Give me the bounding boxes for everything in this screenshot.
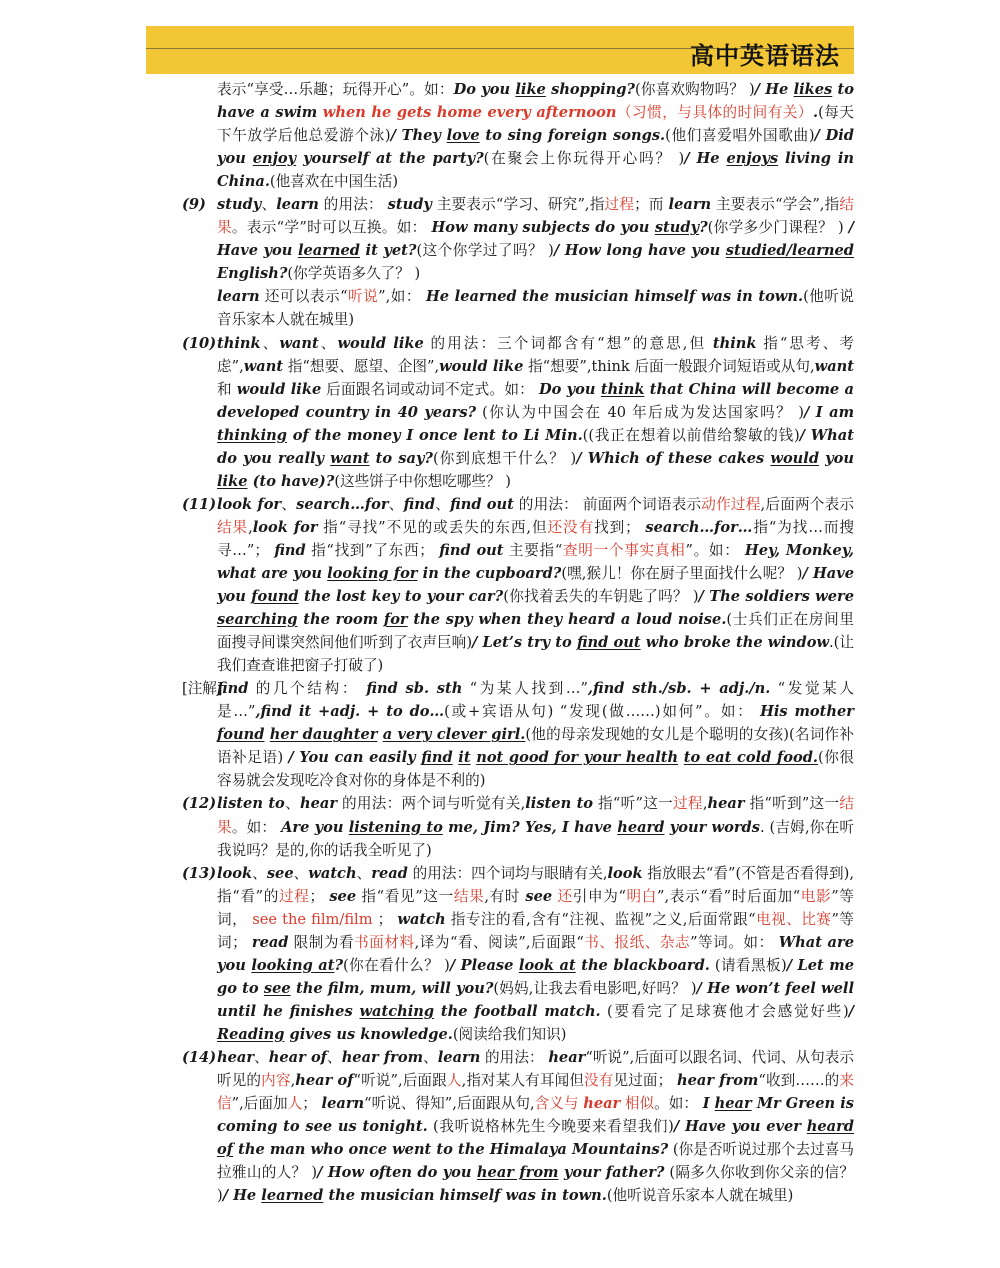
emphasis-text: 动作过程 bbox=[701, 495, 761, 513]
chinese-explanation-text: 。如： bbox=[654, 1095, 703, 1113]
chinese-explanation-text: (在聚会上你玩得开心吗？ ) bbox=[483, 150, 685, 168]
item-number: [注解] bbox=[182, 680, 223, 698]
chinese-explanation-text: 的用法：四个词均与眼睛有关, bbox=[407, 864, 608, 882]
english-example-text: Are you bbox=[281, 818, 349, 836]
english-example-text: What are you bbox=[217, 933, 854, 974]
chinese-explanation-text: 的用法：两个词与听觉有关, bbox=[337, 795, 526, 813]
highlighted-keyword: see bbox=[263, 979, 291, 997]
chinese-explanation-text: ((我正在想着以前借给黎敏的钱) bbox=[582, 426, 800, 444]
item-number: (14) bbox=[182, 1048, 217, 1066]
english-example-text: read bbox=[371, 864, 408, 882]
chinese-explanation-text: 、 bbox=[261, 196, 277, 214]
emphasis-text: 电影 bbox=[800, 887, 832, 905]
english-example-text: gives us knowledge. bbox=[284, 1025, 453, 1043]
chinese-explanation-text: 找到； bbox=[594, 518, 646, 536]
english-example-text: Hey, Monkey, what are you bbox=[217, 541, 854, 582]
english-example-text: / How often do you bbox=[317, 1164, 477, 1182]
chinese-explanation-text: 、 bbox=[254, 1048, 269, 1066]
english-example-text: / How long have you bbox=[553, 242, 726, 260]
emphasis-text: （习惯，与具体的时间有关） bbox=[616, 104, 814, 122]
chinese-explanation-text: (你学英语多久了？ ) bbox=[287, 265, 421, 283]
chinese-explanation-text: 指“看见”这一 bbox=[356, 887, 454, 905]
english-example-text: shopping? bbox=[545, 81, 635, 98]
english-example-text: (to have)? bbox=[247, 472, 335, 490]
item-number: (13) bbox=[182, 864, 217, 882]
english-example-text: / Which of these cakes bbox=[576, 449, 771, 467]
chinese-explanation-text: 和 bbox=[217, 380, 237, 398]
emphasis-text: 还 bbox=[552, 887, 573, 905]
chinese-explanation-text: (嘿,猴儿！你在厨子里面找什么呢？ ) bbox=[561, 564, 803, 582]
chinese-explanation-text: (你找着丢失的车钥匙了吗？ ) bbox=[503, 588, 699, 606]
paragraph-listen-to-hear bbox=[182, 792, 854, 861]
chinese-explanation-text: 限制为看 bbox=[288, 933, 355, 951]
highlighted-keyword: look at bbox=[518, 956, 576, 974]
english-example-text: to have a swim bbox=[217, 81, 854, 122]
chinese-explanation-text: 、 bbox=[260, 334, 280, 352]
english-example-text: search…for bbox=[296, 495, 389, 513]
emphasis-text: 电视、比赛 bbox=[755, 910, 832, 928]
english-example-text: want bbox=[814, 357, 854, 375]
emphasis-text: 过程 bbox=[673, 795, 703, 813]
highlighted-keyword: think bbox=[600, 380, 645, 398]
emphasis-text: 书面材料 bbox=[354, 933, 415, 951]
english-example-text: the football match. bbox=[434, 1002, 601, 1020]
english-example-text: read bbox=[251, 933, 289, 951]
english-example-text: / He won’t feel well until he finishes bbox=[217, 979, 854, 1020]
english-example-text: watch bbox=[308, 864, 357, 882]
english-example-text: search…for… bbox=[645, 518, 753, 536]
paragraph-look-for-search-find bbox=[182, 493, 854, 677]
english-example-text: to say? bbox=[369, 449, 433, 467]
english-example-text: find sb. sth bbox=[366, 680, 463, 698]
chinese-explanation-text: ； bbox=[309, 887, 330, 905]
emphasis-text: 过程 bbox=[604, 196, 635, 214]
chinese-explanation-text: 主要指“ bbox=[503, 541, 563, 559]
chinese-explanation-text: (士兵们正在房间里面搜寻间谍突然间他们听到了衣声巨响) bbox=[217, 611, 854, 652]
chinese-explanation-text: (每天下午放学后他总爱游个泳) bbox=[217, 104, 854, 145]
chinese-explanation-text: 、 bbox=[318, 334, 338, 352]
emphasis-text: 结果 bbox=[453, 887, 485, 905]
chinese-explanation-text: (你喜欢购物吗？ ) bbox=[634, 81, 755, 98]
chinese-explanation-text: “发觉某人是…” bbox=[217, 680, 855, 721]
english-example-text: your father? bbox=[558, 1164, 665, 1182]
chinese-explanation-text: . (吉姆,你在听我说吗？是的,你的话我全听见了) bbox=[217, 818, 854, 859]
chinese-explanation-text: (你很容易就会发现吃冷食对你的身体是不利的) bbox=[217, 749, 854, 790]
highlighted-keyword: enjoy bbox=[252, 150, 297, 168]
english-example-text: . bbox=[813, 104, 819, 122]
english-example-text: you bbox=[819, 449, 855, 467]
english-example-text: look bbox=[217, 864, 253, 882]
emphasis-text: 明白 bbox=[625, 887, 658, 905]
chinese-explanation-text: 指“听”这一 bbox=[593, 795, 674, 813]
chinese-explanation-text: 指“想要”,think 后面一般跟介词短语或从句, bbox=[523, 357, 815, 375]
english-example-text: the blackboard. bbox=[575, 956, 710, 974]
english-example-text: me, Jim? Yes, I have bbox=[442, 818, 618, 836]
english-example-text: look for bbox=[252, 518, 318, 536]
english-example-text: living in China. bbox=[217, 150, 854, 191]
chinese-explanation-text: 、 bbox=[293, 864, 309, 882]
highlighted-keyword: likes bbox=[793, 81, 833, 98]
highlighted-keyword: hear bbox=[714, 1095, 752, 1113]
highlighted-keyword: find bbox=[421, 749, 453, 767]
english-example-text: learn bbox=[276, 196, 319, 214]
chinese-explanation-text: (他们喜爱唱外国歌曲) bbox=[665, 127, 815, 145]
chinese-explanation-text: 指“听到”这一 bbox=[744, 795, 840, 813]
english-example-text: the spy when they heard a loud noise. bbox=[407, 611, 727, 629]
chinese-explanation-text: (你在看什么？ ) bbox=[343, 956, 450, 974]
chinese-explanation-text: ”等词， bbox=[217, 887, 854, 928]
grammar-content bbox=[182, 78, 854, 1207]
chinese-explanation-text: 、 bbox=[252, 864, 267, 882]
english-example-text: hear bbox=[217, 1048, 255, 1066]
english-example-text: would like bbox=[236, 380, 322, 398]
english-example-text: Mr Green is coming to see us tonight. bbox=[217, 1095, 854, 1136]
english-example-text: the film, mum, will you? bbox=[290, 979, 494, 997]
chinese-explanation-text: ,指对某人有耳闻但 bbox=[461, 1072, 585, 1090]
chinese-explanation-text: ”,如： bbox=[378, 288, 427, 306]
english-example-text: hear of bbox=[268, 1048, 327, 1066]
emphasis-text: 人 bbox=[287, 1095, 303, 1113]
english-example-text: find bbox=[274, 541, 306, 559]
english-example-text: learn bbox=[321, 1095, 365, 1113]
chinese-explanation-text: (这些饼子中你想吃哪些？ ) bbox=[334, 472, 511, 490]
english-example-text: in the cupboard? bbox=[417, 564, 562, 582]
english-example-text: learn bbox=[437, 1048, 481, 1066]
paragraph-like-love-enjoy bbox=[182, 78, 854, 193]
english-example-text: ? bbox=[699, 219, 708, 237]
chinese-explanation-text: “为某人找到…” bbox=[462, 680, 588, 698]
highlighted-keyword: want bbox=[330, 449, 370, 467]
chinese-explanation-text: (你到底想干什么？ ) bbox=[432, 449, 577, 467]
highlighted-keyword: heard bbox=[617, 818, 665, 836]
item-number: (10) bbox=[182, 334, 217, 352]
chinese-explanation-text: 见过面； bbox=[613, 1072, 677, 1090]
chinese-explanation-text: 的用法： bbox=[318, 196, 388, 214]
english-example-text: English? bbox=[217, 265, 288, 283]
paragraph-learn-hearsay bbox=[182, 285, 854, 331]
chinese-explanation-text: 主要表示“学习、研究”,指 bbox=[431, 196, 605, 214]
chinese-explanation-text: 指“找到”了东西； bbox=[305, 541, 440, 559]
chinese-explanation-text: 引申为“ bbox=[572, 887, 626, 905]
highlighted-keyword: found bbox=[251, 588, 299, 606]
chinese-explanation-text: ”等词； bbox=[217, 910, 855, 951]
chinese-explanation-text: ”。如： bbox=[685, 541, 745, 559]
paragraph-think-want-would-like bbox=[182, 332, 854, 493]
english-example-text: Do you bbox=[538, 380, 601, 398]
highlighted-keyword: Reading bbox=[217, 1025, 285, 1043]
highlighted-keyword: it bbox=[458, 749, 471, 767]
english-example-text: hear from bbox=[341, 1048, 424, 1066]
item-number: (9) bbox=[182, 196, 206, 214]
english-example-text: / bbox=[848, 1002, 855, 1020]
chinese-explanation-text: ,有时 bbox=[484, 887, 526, 905]
highlighted-keyword: love bbox=[446, 127, 480, 145]
emphasis-text: 内容 bbox=[261, 1072, 291, 1090]
chinese-explanation-text: (他的母亲发现她的女儿是个聪明的女孩)(名词作补语补足语) bbox=[217, 726, 854, 767]
english-example-text: when he gets home every afternoon bbox=[322, 104, 617, 122]
english-example-text: / Let me go to bbox=[217, 956, 855, 997]
highlighted-keyword: find out bbox=[576, 634, 641, 652]
highlighted-keyword: listening to bbox=[348, 818, 443, 836]
highlighted-keyword: learned bbox=[261, 1187, 324, 1205]
english-example-text: see bbox=[266, 864, 294, 882]
english-example-text: would like bbox=[439, 357, 524, 375]
chinese-explanation-text: 后面跟名词或动词不定式。如： bbox=[321, 380, 539, 398]
english-example-text: see bbox=[525, 887, 553, 905]
highlighted-keyword: study bbox=[654, 219, 700, 237]
chinese-explanation-text: 指“思考、考虑”, bbox=[217, 334, 854, 375]
emphasis-text: see the film/film bbox=[252, 910, 373, 928]
chinese-explanation-text: (你认为中国会在 40 年后成为发达国家吗？ ) bbox=[476, 403, 804, 421]
english-example-text: / Please bbox=[449, 956, 519, 974]
chinese-explanation-text: 、 bbox=[423, 1048, 438, 1066]
page-title: 高中英语语法 bbox=[690, 42, 840, 70]
english-example-text: hear bbox=[707, 795, 745, 813]
english-example-text: look for bbox=[217, 495, 282, 513]
english-example-text: listen to bbox=[217, 795, 285, 813]
paragraph-look-see-watch-read bbox=[182, 862, 854, 1046]
english-example-text: / Have you bbox=[217, 219, 854, 260]
chinese-explanation-text: 、 bbox=[326, 1048, 342, 1066]
chinese-explanation-text: ； bbox=[302, 1095, 322, 1113]
chinese-explanation-text: , bbox=[290, 1072, 296, 1090]
english-example-text: it yet? bbox=[360, 242, 417, 260]
chinese-explanation-text: “听说、得知”,后面跟从句, bbox=[364, 1095, 535, 1113]
chinese-explanation-text: 的用法： bbox=[480, 1048, 549, 1066]
english-example-text: / Have you bbox=[217, 564, 855, 606]
chinese-explanation-text: 表示“享受…乐趣；玩得开心”。如： bbox=[217, 81, 454, 98]
highlighted-keyword: thinking bbox=[217, 426, 287, 444]
emphasis-text: 相似 bbox=[620, 1095, 655, 1113]
chinese-explanation-text: ”,后面加 bbox=[231, 1095, 288, 1113]
chinese-explanation-text: (要看完了足球赛他才会感觉好些) bbox=[600, 1002, 849, 1020]
paragraph-study-learn bbox=[182, 193, 854, 285]
chinese-explanation-text: (你学多少门课程？ ) bbox=[707, 219, 849, 237]
english-example-text: to sing foreign songs. bbox=[479, 127, 666, 145]
english-example-text: / Have you ever bbox=[673, 1118, 807, 1136]
chinese-explanation-text: (阅读给我们知识) bbox=[452, 1025, 567, 1043]
english-example-text: listen to bbox=[525, 795, 594, 813]
chinese-explanation-text: ； bbox=[372, 910, 398, 928]
emphasis-text: 书、报纸、杂志 bbox=[583, 933, 691, 951]
english-example-text: study bbox=[387, 196, 432, 214]
highlighted-keyword: her daughter bbox=[269, 726, 378, 744]
english-example-text: think bbox=[217, 334, 261, 352]
chinese-explanation-text: “听说”,后面可以跟名词、代词、从句表示听见的 bbox=[217, 1048, 855, 1090]
english-example-text: ? bbox=[334, 956, 344, 974]
emphasis-text: 结果 bbox=[217, 795, 855, 836]
highlighted-keyword: watching bbox=[359, 1002, 435, 1020]
english-example-text: the musician himself was in town. bbox=[323, 1187, 607, 1205]
highlighted-keyword: searching bbox=[217, 611, 298, 629]
chinese-explanation-text: 指“为找…而搜寻…”； bbox=[217, 518, 855, 559]
highlighted-keyword: to eat cold food. bbox=[683, 749, 818, 767]
english-example-text: yourself at the party? bbox=[296, 150, 484, 168]
chinese-explanation-text: 、 bbox=[284, 795, 300, 813]
english-example-text: of the money I once lent to Li Min. bbox=[286, 426, 583, 444]
english-example-text: / He bbox=[222, 1187, 262, 1205]
english-example-text: / They bbox=[390, 127, 447, 145]
english-example-text: / The soldiers were bbox=[698, 588, 854, 606]
english-example-text: the room bbox=[297, 611, 384, 629]
english-example-text: see bbox=[329, 887, 357, 905]
emphasis-text: 听说 bbox=[347, 288, 379, 306]
chinese-explanation-text: 指“寻找”不见的或丢失的东西,但 bbox=[317, 518, 548, 536]
chinese-explanation-text: .(让我们查查谁把窗子打破了) bbox=[217, 634, 855, 675]
chinese-explanation-text: ；而 bbox=[634, 196, 669, 214]
chinese-explanation-text: ”等词。如： bbox=[690, 933, 779, 951]
highlighted-keyword: hear from bbox=[476, 1164, 559, 1182]
english-example-text: hear bbox=[583, 1095, 621, 1113]
english-example-text: ,find sth./sb. + adj./n. bbox=[587, 680, 771, 698]
emphasis-text: 来信 bbox=[217, 1072, 855, 1113]
item-number: (12) bbox=[182, 795, 217, 813]
chinese-explanation-text: (妈妈,让我去看电影吧,好吗？ ) bbox=[493, 979, 697, 997]
english-example-text: would like bbox=[337, 334, 424, 352]
chinese-explanation-text: (隔多久你收到你父亲的信？ ) bbox=[217, 1164, 854, 1205]
english-example-text: learn bbox=[217, 288, 260, 306]
english-example-text: hear from bbox=[676, 1072, 759, 1090]
english-example-text: ,find it +adj. + to do… bbox=[255, 703, 445, 721]
highlighted-keyword: for bbox=[383, 611, 408, 629]
english-example-text: find bbox=[217, 680, 249, 698]
chinese-explanation-text: , bbox=[248, 518, 253, 536]
highlighted-keyword: found bbox=[217, 726, 265, 744]
english-example-text: want bbox=[243, 357, 284, 375]
chinese-explanation-text: 、 bbox=[356, 864, 372, 882]
chinese-explanation-text: (他听说音乐家本人就在城里) bbox=[606, 1187, 794, 1205]
english-example-text: / Let’s try to bbox=[472, 634, 577, 652]
chinese-explanation-text: 。表示“学”时可以互换。如： bbox=[231, 219, 432, 237]
chinese-explanation-text: “收到……的 bbox=[758, 1072, 840, 1090]
chinese-explanation-text: 的用法：三个词都含有“想”的意思,但 bbox=[423, 334, 713, 352]
highlighted-keyword: not good for your health bbox=[476, 749, 679, 767]
chinese-explanation-text: 主要表示“学会”,指 bbox=[711, 196, 840, 214]
highlighted-keyword: enjoys bbox=[726, 150, 779, 168]
chinese-explanation-text: 还可以表示“ bbox=[259, 288, 348, 306]
english-example-text: study bbox=[217, 196, 262, 214]
emphasis-text: 结果 bbox=[217, 518, 249, 536]
english-example-text: / He bbox=[754, 81, 794, 98]
chinese-explanation-text: 、 bbox=[281, 495, 297, 513]
highlighted-keyword: studied/learned bbox=[725, 242, 854, 260]
highlighted-keyword: learned bbox=[297, 242, 361, 260]
english-example-text: find out bbox=[439, 541, 504, 559]
highlighted-keyword: a very clever girl. bbox=[382, 726, 526, 744]
english-example-text: that China will become a developed country in 40 years? bbox=[217, 380, 855, 421]
chinese-explanation-text: ,译为“看、阅读”,后面跟“ bbox=[414, 933, 584, 951]
chinese-explanation-text: “听说”,后面跟 bbox=[353, 1072, 447, 1090]
english-example-text: hear bbox=[548, 1048, 586, 1066]
chinese-explanation-text: ”,表示“看”时后面加“ bbox=[657, 887, 801, 905]
english-example-text: / I am bbox=[803, 403, 855, 421]
english-example-text: / You can easily bbox=[288, 749, 422, 767]
english-example-text: I bbox=[702, 1095, 715, 1113]
item-number: (11) bbox=[182, 495, 217, 513]
chinese-explanation-text: (请看黑板) bbox=[709, 956, 787, 974]
emphasis-text: 查明一个事实真相 bbox=[562, 541, 686, 559]
english-example-text: find out bbox=[450, 495, 514, 513]
emphasis-text: 还没有 bbox=[547, 518, 595, 536]
highlighted-keyword: would bbox=[770, 449, 820, 467]
english-example-text: learn bbox=[668, 196, 712, 214]
english-example-text: Do you bbox=[453, 81, 516, 98]
paragraph-hear-of-from-learn bbox=[182, 1046, 854, 1207]
english-example-text: the lost key to your car? bbox=[298, 588, 504, 606]
chinese-explanation-text: (他听说音乐家本人就在城里) bbox=[217, 288, 854, 329]
highlighted-keyword: heard of bbox=[217, 1118, 854, 1159]
highlighted-keyword: like bbox=[515, 81, 546, 98]
english-example-text: find bbox=[403, 495, 436, 513]
highlighted-keyword: looking at bbox=[251, 956, 335, 974]
english-example-text: His mother bbox=[760, 703, 854, 721]
english-example-text: / Did you bbox=[217, 127, 854, 168]
chinese-explanation-text: (这个你学过了吗？ ) bbox=[416, 242, 554, 260]
english-example-text: watch bbox=[397, 910, 446, 928]
english-example-text: look bbox=[607, 864, 643, 882]
english-example-text: / He bbox=[684, 150, 727, 168]
chinese-explanation-text: 、 bbox=[435, 495, 451, 513]
english-example-text: He learned the musician himself was in town. bbox=[426, 288, 804, 306]
emphasis-text: 含义与 bbox=[534, 1095, 584, 1113]
chinese-explanation-text: 指“想要、愿望、企图”, bbox=[283, 357, 440, 375]
emphasis-text: 结果 bbox=[217, 196, 855, 237]
chinese-explanation-text: 。如： bbox=[231, 818, 282, 836]
english-example-text: who broke the window bbox=[640, 634, 830, 652]
chinese-explanation-text: ,后面两个表示 bbox=[760, 495, 855, 513]
chinese-explanation-text: 的几个结构： bbox=[248, 680, 367, 698]
english-example-text: the man who once went to the Himalaya Mountains? bbox=[233, 1141, 669, 1159]
emphasis-text: 过程 bbox=[278, 887, 310, 905]
chinese-explanation-text: 指专注的看,含有“注视、监视”之义,后面常跟“ bbox=[445, 910, 756, 928]
english-example-text: your words bbox=[664, 818, 760, 836]
chinese-explanation-text: 指放眼去“看”(不管是否看得到),指“看”的 bbox=[217, 864, 854, 905]
chinese-explanation-text: (我听说格林先生今晚要来看望我们) bbox=[427, 1118, 674, 1136]
chinese-explanation-text: 的用法： 前面两个词语表示 bbox=[513, 495, 702, 513]
emphasis-text: 没有 bbox=[584, 1072, 614, 1090]
highlighted-keyword: like bbox=[217, 472, 248, 490]
english-example-text: want bbox=[279, 334, 319, 352]
chinese-explanation-text: (或+宾语从句) “发现(做……)如何”。如： bbox=[444, 703, 761, 721]
english-example-text: think bbox=[712, 334, 757, 352]
chinese-explanation-text: , bbox=[702, 795, 708, 813]
english-example-text: How many subjects do you bbox=[431, 219, 655, 237]
chinese-explanation-text: (你是否听说过那个去过喜马拉雅山的人？ ) bbox=[217, 1141, 854, 1182]
english-example-text: hear of bbox=[295, 1072, 354, 1090]
chinese-explanation-text: 、 bbox=[388, 495, 404, 513]
emphasis-text: 人 bbox=[446, 1072, 462, 1090]
english-example-text: / What do you really bbox=[217, 426, 854, 467]
chinese-explanation-text: (他喜欢在中国生活) bbox=[269, 173, 399, 191]
highlighted-keyword: looking for bbox=[327, 564, 418, 582]
english-example-text: hear bbox=[299, 795, 338, 813]
paragraph-find-note bbox=[182, 677, 854, 792]
